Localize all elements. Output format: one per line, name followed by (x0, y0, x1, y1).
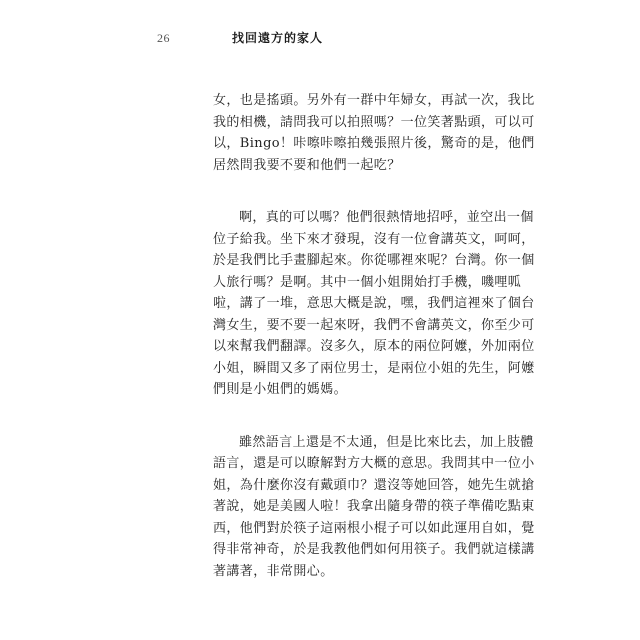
text-line: 以來幫我們翻譯。沒多久，原本的兩位阿嬤，外加兩位 (213, 339, 535, 354)
text-line: 人旅行嗎？是啊。其中一個小姐開始打手機，嘰哩呱 (213, 274, 522, 290)
text-line: 著講著，非常開心。 (213, 563, 334, 579)
body-text (213, 90, 535, 613)
text-line: 著說，她是美國人啦！我拿出隨身帶的筷子準備吃點東 (213, 499, 535, 514)
text-line: 西，他們對於筷子這兩根小棍子可以如此運用自如，覺 (213, 520, 535, 536)
paragraph-1 (213, 90, 535, 176)
page-header (157, 28, 170, 48)
text-line: 於是我們比手畫腳起來。你從哪裡來呢？台灣。你一個 (213, 253, 535, 268)
paragraph-2 (213, 207, 535, 401)
text-line: 我的相機，請問我可以拍照嗎？一位笑著點頭，可以可 (213, 114, 535, 130)
text-line: 啦，講了一堆，意思大概是說，嘿，我們這裡來了個台 (213, 296, 535, 311)
text-line: 小姐，瞬間又多了兩位男士，是兩位小姐的先生，阿嬤 (213, 360, 535, 376)
running-title: 找回遠方的家人 (232, 31, 324, 45)
text-line: 啊，真的可以嗎？他們很熱情地招呼，並空出一個 (239, 210, 534, 225)
text-line: 們則是小姐們的媽媽。 (213, 382, 348, 397)
text-line: 語言，還是可以瞭解對方大概的意思。我問其中一位小 (213, 456, 535, 471)
text-line: 雖然語言上還是不太通，但是比來比去，加上肢體 (239, 434, 534, 450)
text-line: 以，Bingo！咔嚓咔嚓拍幾張照片後，驚奇的是，他們 (213, 136, 535, 151)
paragraph-3 (213, 432, 535, 583)
text-line: 得非常神奇，於是我教他們如何用筷子。我們就這樣講 (213, 542, 535, 557)
text-line: 女，也是搖頭。另外有一群中年婦女，再試一次，我比 (213, 93, 535, 108)
page-number: 26 (157, 30, 170, 45)
text-line: 位子給我。坐下來才發現，沒有一位會講英文，呵呵， (213, 231, 535, 247)
text-line: 灣女生，要不要一起來呀，我們不會講英文，你至少可 (213, 317, 535, 333)
text-line: 居然問我要不要和他們一起吃？ (213, 157, 401, 173)
text-line: 姐，為什麼你沒有戴頭巾？還沒等她回答，她先生就搶 (213, 477, 535, 493)
